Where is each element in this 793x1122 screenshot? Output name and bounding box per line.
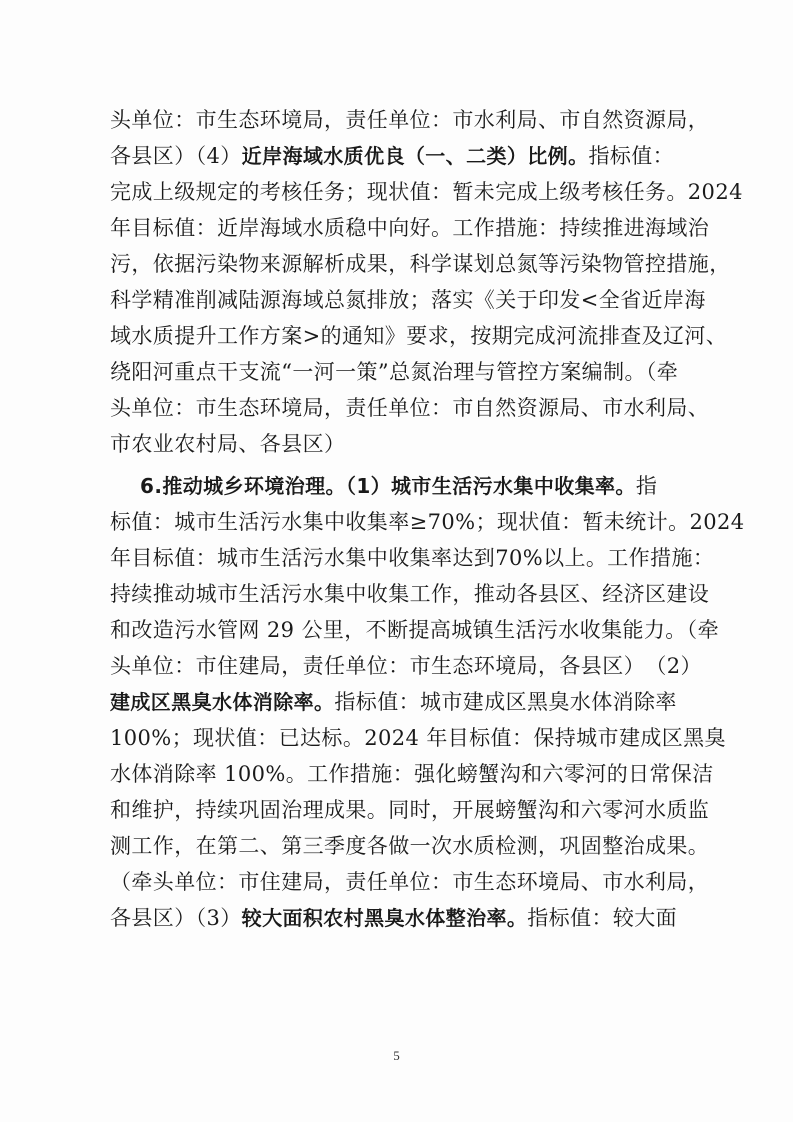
- bold-text-segment: 近岸海域水质优良（一、二类）比例。: [241, 144, 589, 168]
- text-line: [110, 210, 710, 246]
- text-line: [110, 390, 710, 426]
- text-line: [110, 504, 745, 540]
- text-segment: 100%；现状值：已达标。2024 年目标值：保持城市建成区黑臭: [110, 726, 726, 750]
- text-line: [110, 612, 719, 648]
- text-line: [110, 576, 710, 612]
- text-segment: 指标值：较大面: [527, 906, 678, 930]
- text-line: [110, 102, 710, 138]
- text-segment: 年目标值：近岸海域水质稳中向好。工作措施：持续推进海域治: [110, 216, 710, 240]
- text-segment: 指标值：城市建成区黑臭水体消除率: [334, 690, 677, 714]
- text-segment: 域水质提升工作方案>的通知》要求，按期完成河流排查及辽河、: [110, 324, 728, 348]
- text-segment: 科学精准削减陆源海域总氮排放；落实《关于印发<全省近岸海: [110, 288, 706, 312]
- text-segment: 头单位：市生态环境局，责任单位：市自然资源局、市水利局、: [110, 396, 710, 420]
- text-line: [110, 174, 743, 210]
- text-segment: 年目标值：城市生活污水集中收集率达到70%以上。工作措施：: [110, 546, 715, 570]
- text-line: [110, 540, 715, 576]
- text-line: [110, 318, 728, 354]
- text-segment: 和改造污水管网 29 公里，不断提高城镇生活污水收集能力。（牵: [110, 618, 719, 642]
- text-line: [110, 282, 706, 318]
- bold-text-segment: 6.推动城乡环境治理。（1）城市生活污水集中收集率。: [140, 474, 636, 498]
- text-line: [110, 648, 700, 684]
- text-line: [110, 354, 700, 390]
- text-line: [110, 684, 700, 720]
- bold-text-segment: 建成区黑臭水体消除率。: [110, 690, 335, 714]
- text-segment: 指: [635, 474, 658, 498]
- text-segment: 持续推动城市生活污水集中收集工作，推动各县区、经济区建设: [110, 582, 710, 606]
- page-number: 5: [393, 1048, 400, 1063]
- bold-text-segment: 较大面积农村黑臭水体整治率。: [241, 906, 528, 930]
- text-line: [110, 720, 726, 756]
- text-line: [110, 756, 714, 792]
- text-segment: 各县区）（4）: [110, 144, 242, 168]
- text-line: [110, 864, 710, 900]
- text-segment: 和维护，持续巩固治理成果。同时，开展螃蟹沟和六零河水质监: [110, 798, 710, 822]
- text-segment: 头单位：市生态环境局，责任单位：市水利局、市自然资源局，: [110, 108, 710, 132]
- text-line: [110, 138, 700, 174]
- text-line: [110, 246, 731, 282]
- text-segment: 水体消除率 100%。工作措施：强化螃蟹沟和六零河的日常保洁: [110, 762, 714, 786]
- text-segment: 完成上级规定的考核任务；现状值：暂未完成上级考核任务。2024: [110, 180, 743, 204]
- text-line: [110, 468, 700, 504]
- text-line: [110, 426, 700, 462]
- text-segment: 各县区）（3）: [110, 906, 242, 930]
- body-text: [110, 102, 745, 936]
- text-segment: 测工作，在第二、第三季度各做一次水质检测，巩固整治成果。: [110, 834, 710, 858]
- text-segment: 污，依据污染物来源解析成果，科学谋划总氮等污染物管控措施，: [110, 252, 731, 276]
- text-segment: 绕阳河重点干支流“一河一策”总氮治理与管控方案编制。（牵: [110, 360, 679, 384]
- text-line: [110, 828, 710, 864]
- text-line: [110, 792, 710, 828]
- text-line: [110, 900, 700, 936]
- text-segment: 市农业农村局、各县区）: [110, 432, 346, 456]
- text-segment: 标值：城市生活污水集中收集率≥70%；现状值：暂未统计。2024: [110, 510, 745, 534]
- text-segment: （牵头单位：市住建局，责任单位：市生态环境局、市水利局，: [110, 870, 710, 894]
- text-segment: 指标值：: [588, 144, 675, 168]
- text-segment: 头单位：市住建局，责任单位：市生态环境局，各县区） （2）: [110, 654, 702, 678]
